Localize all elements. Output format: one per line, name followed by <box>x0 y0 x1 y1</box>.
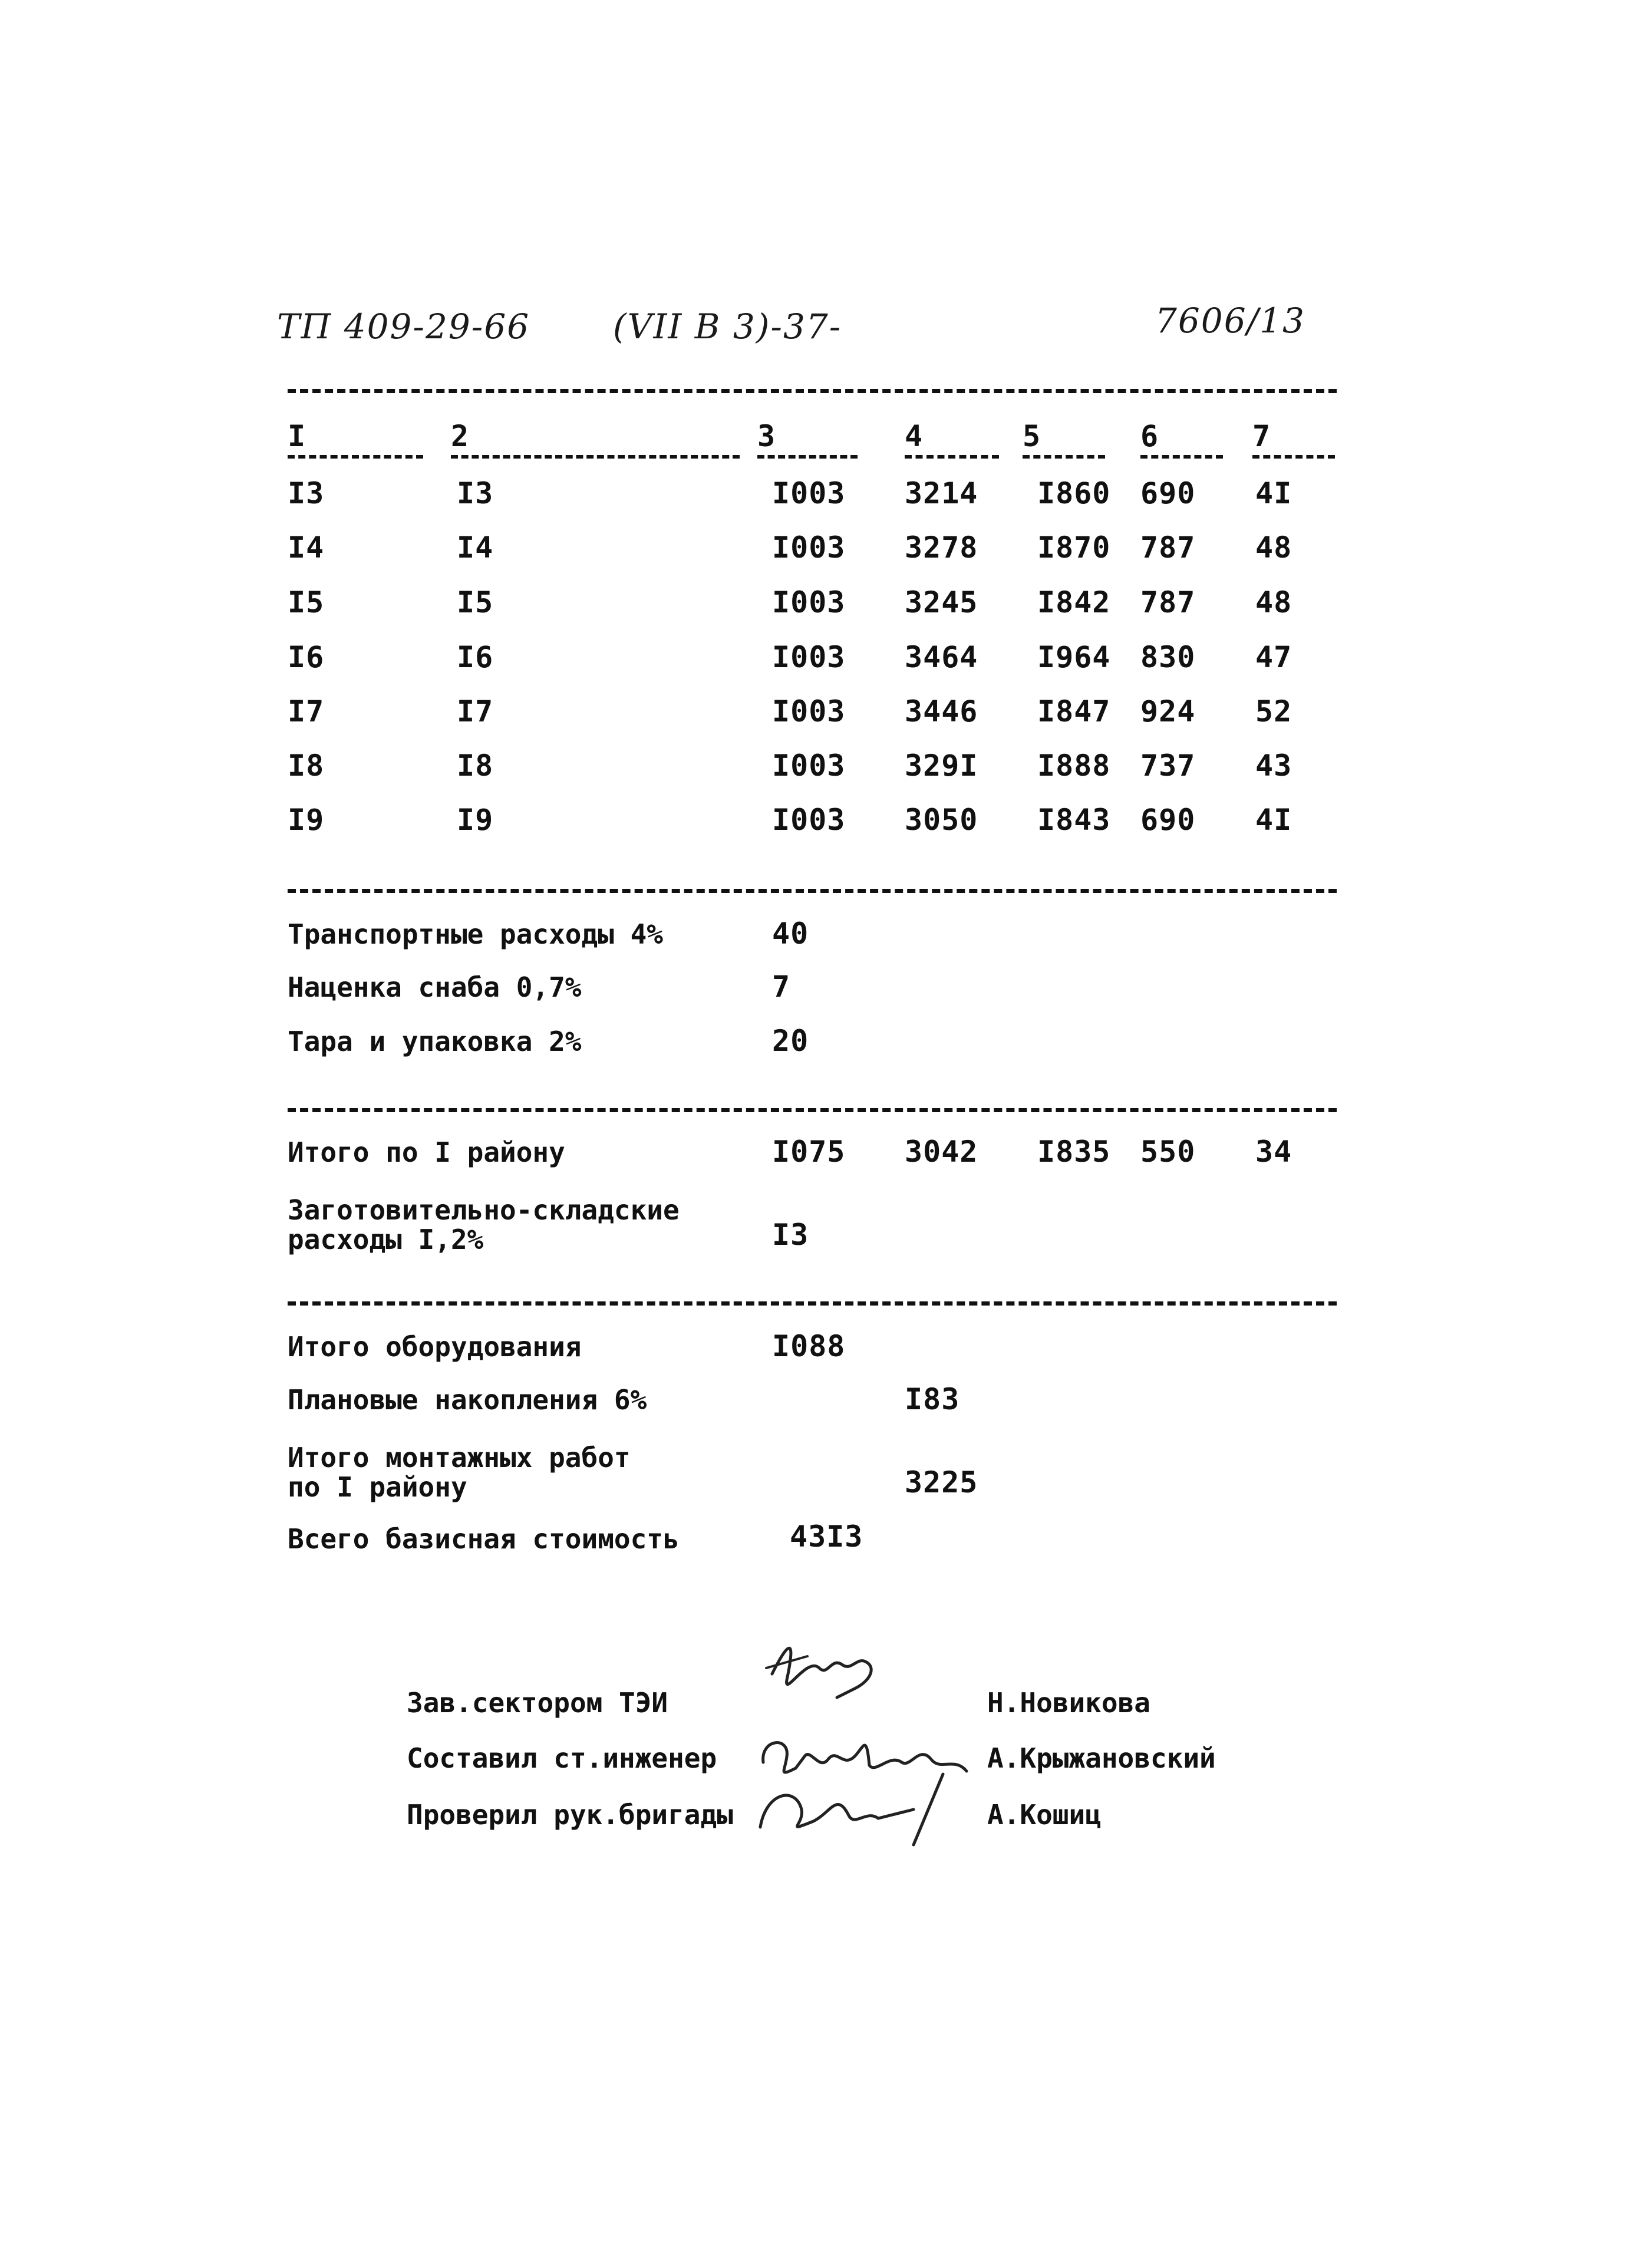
cell: I870 <box>1037 530 1111 565</box>
cell: I8 <box>457 749 494 783</box>
cell: I847 <box>1037 694 1111 729</box>
column-header: 4 <box>905 420 999 459</box>
planned-savings-label: Плановые накопления 6% <box>288 1384 647 1416</box>
cell: 3214 <box>905 476 978 510</box>
cell: 690 <box>1140 476 1196 510</box>
separator <box>288 1108 1337 1112</box>
cell: I003 <box>772 585 846 619</box>
cell: I003 <box>772 694 846 729</box>
cell: 4I <box>1255 476 1292 510</box>
cell: 34 <box>1255 1135 1292 1169</box>
cell: 737 <box>1140 749 1196 783</box>
cell: I5 <box>288 585 325 619</box>
storage-value: I3 <box>772 1218 809 1252</box>
region-total-label: Итого по I району <box>288 1136 565 1168</box>
install-total-label: по I району <box>288 1471 467 1503</box>
column-header: 3 <box>757 420 858 459</box>
cell: 690 <box>1140 803 1196 837</box>
column-header: I <box>288 420 423 459</box>
cell: I3 <box>288 476 325 510</box>
sheet-number: 7606/13 <box>1155 301 1305 341</box>
separator <box>288 1301 1337 1306</box>
cell: I003 <box>772 476 846 510</box>
cell: I4 <box>288 530 325 565</box>
column-header: 2 <box>451 420 740 459</box>
cell: I003 <box>772 640 846 674</box>
cell: I843 <box>1037 803 1111 837</box>
cell: 787 <box>1140 530 1196 565</box>
cell: I8 <box>288 749 325 783</box>
cell: 3464 <box>905 640 978 674</box>
cell: I9 <box>457 803 494 837</box>
cell: I003 <box>772 749 846 783</box>
equipment-total-value: I088 <box>772 1329 846 1363</box>
cell: 48 <box>1255 530 1292 565</box>
cell: I075 <box>772 1135 846 1169</box>
signatory-role: Зав.сектором ТЭИ <box>407 1687 668 1719</box>
storage-label: расходы I,2% <box>288 1224 484 1255</box>
cell: I4 <box>457 530 494 565</box>
cell: 43 <box>1255 749 1292 783</box>
cell: 3042 <box>905 1135 978 1169</box>
charge-value: 40 <box>772 917 809 951</box>
planned-savings-value: I83 <box>905 1382 960 1416</box>
cell: 52 <box>1255 694 1292 729</box>
cell: 3245 <box>905 585 978 619</box>
cell: I888 <box>1037 749 1111 783</box>
column-header: 6 <box>1140 420 1223 459</box>
cell: I842 <box>1037 585 1111 619</box>
cell: 3050 <box>905 803 978 837</box>
base-cost-label: Всего базисная стоимость <box>288 1523 680 1555</box>
separator <box>288 889 1337 893</box>
cell: I835 <box>1037 1135 1111 1169</box>
signatory-role: Проверил рук.бригады <box>407 1799 733 1831</box>
cell: 47 <box>1255 640 1292 674</box>
charge-value: 20 <box>772 1024 809 1058</box>
equipment-total-label: Итого оборудования <box>288 1331 582 1363</box>
section-code: (VII В 3)-37- <box>613 306 842 347</box>
cell: I7 <box>457 694 494 729</box>
signatory-name: Н.Новикова <box>987 1687 1150 1719</box>
charge-label: Наценка снаба 0,7% <box>288 971 582 1003</box>
cell: I3 <box>457 476 494 510</box>
signatory-role: Составил ст.инженер <box>407 1742 717 1774</box>
column-header: 7 <box>1252 420 1335 459</box>
charge-label: Тара и упаковка 2% <box>288 1026 582 1057</box>
base-cost-value: 43I3 <box>790 1519 863 1554</box>
cell: 4I <box>1255 803 1292 837</box>
cell: I9 <box>288 803 325 837</box>
signature-image <box>748 1768 996 1851</box>
cell: I003 <box>772 803 846 837</box>
charge-value: 7 <box>772 970 791 1004</box>
cell: I964 <box>1037 640 1111 674</box>
cell: I7 <box>288 694 325 729</box>
install-total-value: 3225 <box>905 1465 978 1499</box>
cell: 550 <box>1140 1135 1196 1169</box>
storage-label: Заготовительно-складские <box>288 1194 680 1226</box>
charge-label: Транспортные расходы 4% <box>288 918 663 950</box>
signature-image <box>754 1633 896 1715</box>
cell: I003 <box>772 530 846 565</box>
cell: I6 <box>288 640 325 674</box>
document-code: ТП 409-29-66 <box>277 306 530 347</box>
signatory-name: А.Крыжановский <box>987 1742 1216 1774</box>
cell: 787 <box>1140 585 1196 619</box>
cell: 3278 <box>905 530 978 565</box>
cell: 924 <box>1140 694 1196 729</box>
cell: I860 <box>1037 476 1111 510</box>
signatory-name: А.Кошиц <box>987 1799 1102 1831</box>
cell: I6 <box>457 640 494 674</box>
separator <box>288 389 1337 393</box>
install-total-label: Итого монтажных работ <box>288 1442 631 1474</box>
cell: 830 <box>1140 640 1196 674</box>
cell: 48 <box>1255 585 1292 619</box>
cell: 3446 <box>905 694 978 729</box>
cell: 329I <box>905 749 978 783</box>
column-header: 5 <box>1023 420 1105 459</box>
cell: I5 <box>457 585 494 619</box>
